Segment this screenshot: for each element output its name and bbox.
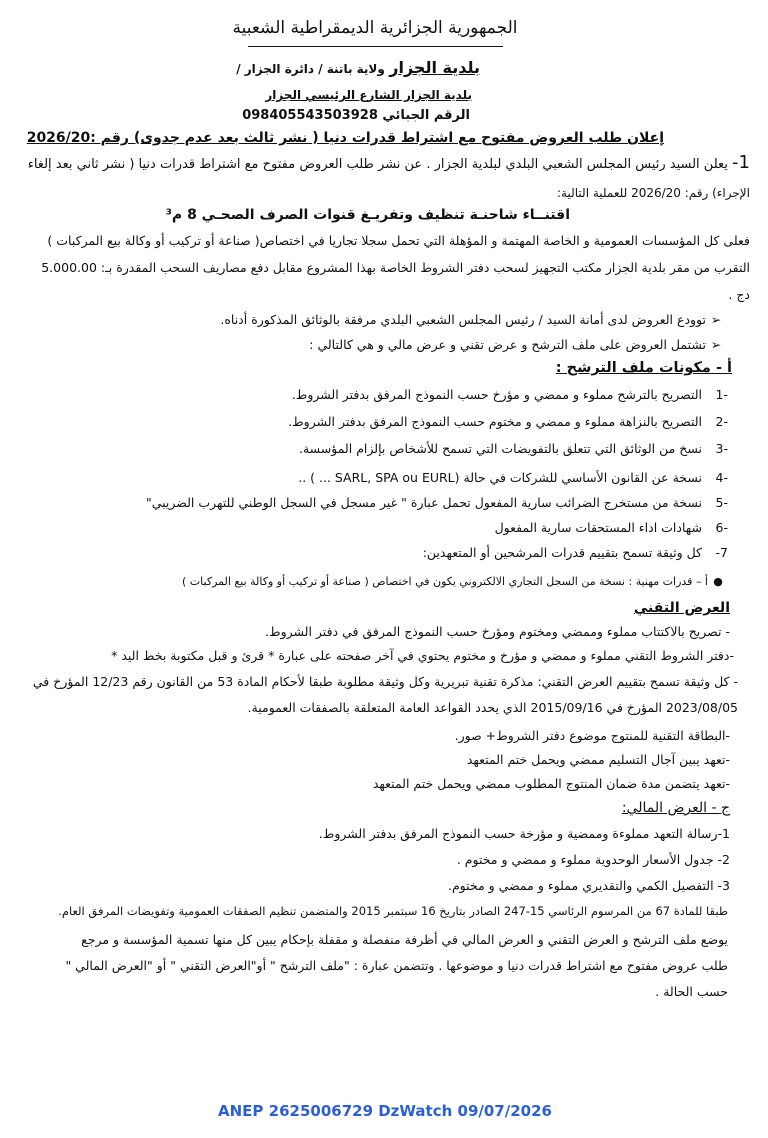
header-rule (248, 46, 503, 47)
candidature-item (298, 470, 728, 485)
announcement-title: إعلان طلب العروض مفتوح مع اشتراط قدرات دنيا ( نشر ثالث بعد عدم جدوى) رقم :2026/20 (26, 130, 664, 146)
candidature-item (288, 414, 728, 429)
item-text: كل وثيقة تسمح بتقييم قدرات المرشحين أو المتعهدين: (422, 545, 702, 560)
intro-line-2: الإجراء) رقم: 2026/20 للعملية التالية: (557, 186, 750, 200)
item-text: التصريح بالنزاهة مملوء و ممضي و مختوم حسب النموذج المرفق بدفتر الشروط. (288, 414, 702, 429)
intro-text: يعلن السيد رئيس المجلس الشعبي البلدي لبلدية الجزار . عن نشر طلب العروض مفتوح مع اشتراط قدرات دنيا ( نشر ثاني بعد إلغاء (27, 157, 728, 172)
bullet-text: توودع العروض لدى أمانة السيد / رئيس المجلس الشعبي البلدي مرفقة بالوثائق المذكورة أدناه. (220, 312, 706, 327)
candidature-heading: أ - مكونات ملف الترشح : (555, 360, 732, 376)
candidature-item (299, 441, 728, 456)
item-text: التصريح بالترشح مملوء و ممضي و مؤرخ حسب النموذج المرفق بدفتر الشروط. (291, 387, 702, 402)
technical-line: -تعهد يتضمن مدة ضمان المنتوج المطلوب ممضي ويحمل ختم المتعهد (372, 776, 730, 791)
intro-line-1 (28, 152, 750, 173)
financial-line: 1-رسالة التعهد مملوءة وممضية و مؤرخة حسب النموذج المرفق بدفتر الشروط. (318, 826, 730, 841)
bullet-text: تشتمل العروض على ملف الترشح و عرض تقني و عرض مالي و هي كالتالي : (309, 337, 706, 352)
intro-number: 1- (732, 152, 750, 173)
professional-capacity (182, 575, 728, 588)
bullet-contents (309, 337, 726, 352)
candidature-item (495, 520, 728, 535)
operation-title: اقتنــاء شاحنـة تنظيف وتفريـغ قنوات الصرف الصحـي 8 م³ (165, 207, 570, 223)
item-number: -2 (715, 414, 728, 429)
eligibility-line-3: دج . (728, 287, 750, 302)
anep-footer: ANEP 2625006729 DzWatch 09/07/2026 (218, 1102, 552, 1120)
item-text: شهادات اداء المستحقات سارية المفعول (494, 520, 702, 535)
eligibility-line-1: فعلى كل المؤسسات العمومية و الخاصة المهتمة و المؤهلة التي تحمل سجلا تجاريا في اختصاص( صناعة أو تركيب أو وكالة بيع المركبات ) (47, 233, 750, 248)
item-number: 7- (715, 545, 728, 560)
arrow-bullet-icon: ➢ (710, 337, 722, 352)
item-text: نسخ من الوثائق التي تتعلق بالتفويضات التي تسمح للأشخاص بإلزام المؤسسة. (298, 441, 702, 456)
technical-line: -دفتر الشروط التقني مملوء و ممضي و مؤرخ و مختوم يحتوي في آخر صفحته على عبارة * قرئ و قبل مكتوبة بخط اليد * (111, 648, 734, 663)
technical-line: - كل وثيقة تسمح بتقييم العرض التقني: مذكرة تقنية تبريرية وكل وثيقة مطلوبة طبقا لأحكام المادة 53 من القانون رقم 12/23 المؤرخ في (32, 674, 738, 689)
tax-id: الرقم الجبائي 098405543503928 (242, 108, 470, 123)
financial-heading: ج - العرض المالي: (621, 800, 730, 816)
item-number: -1 (715, 387, 728, 402)
item-text: نسخة من مستخرج الضرائب سارية المفعول تحمل عبارة " غير مسجل في السجل الوطني للتهرب الضريبي" (145, 495, 702, 510)
dot-bullet-icon: ● (713, 575, 723, 588)
arrow-bullet-icon: ➢ (710, 312, 722, 327)
eligibility-line-2: التقرب من مقر بلدية الجزار مكتب التجهيز لسحب دفتر الشروط الخاصة بهذا المشروع مقابل دفع مصاريف السحب المقدرة بـ: 5.000.00 (41, 260, 750, 275)
commune-line (236, 58, 480, 77)
item-number: -5 (715, 495, 728, 510)
republic-header: الجمهورية الجزائرية الديمقراطية الشعبية (232, 18, 518, 38)
candidature-item (292, 387, 728, 402)
bullet-deposit (220, 312, 726, 327)
candidature-item (146, 495, 728, 510)
sub-item-text: أ – قدرات مهنية : نسخة من السجل التجاري الالكتروني يكون في اختصاص ( صناعة أو تركيب أو وكالة بيع المركبات ) (182, 575, 708, 588)
item-number: -3 (715, 441, 728, 456)
address-line: بلدية الجزار الشارع الرئيسي الجزار (265, 88, 472, 102)
item-number: -6 (715, 520, 728, 535)
item-number: -4 (715, 470, 728, 485)
financial-line: 3- التفصيل الكمي والتقديري مملوء و ممضي و مختوم. (447, 878, 730, 893)
closing-line: يوضع ملف الترشح و العرض التقني و العرض المالي في أظرفة منفصلة و مقفلة بإحكام يبين كل منها تسمية المؤسسة و مرجع (81, 932, 728, 947)
closing-line: طلب عروض مفتوح مع اشتراط قدرات دنيا و موضوعها . وتتضمن عبارة : "ملف الترشح " أو"العرض التقني " أو "العرض المالي " (65, 958, 728, 973)
financial-line: 2- جدول الأسعار الوحدوية مملوء و ممضي و مختوم . (456, 852, 730, 867)
technical-line: -البطاقة التقنية للمنتوج موضوع دفتر الشروط+ صور. (454, 728, 730, 743)
technical-line: 2023/08/05 المؤرخ في 2015/09/16 الذي يحدد القواعد العامة المتعلقة بالصفقات العمومية. (247, 700, 738, 715)
technical-heading: العرض التقني (633, 600, 730, 616)
item-text: نسخة عن القانون الأساسي للشركات في حالة (SARL, SPA ou EURL ... ) .. (298, 470, 702, 485)
closing-line: حسب الحالة . (655, 984, 728, 999)
technical-line: - تصريح بالاكتتاب مملوء وممضي ومختوم ومؤرخ حسب النموذج المرفق في دفتر الشروط. (265, 624, 730, 639)
legal-reference: طبقا للمادة 67 من المرسوم الرئاسي 15-247 الصادر بتاريخ 16 سبتمبر 2015 والمتضمن تنظيم الصفقات العمومية وتفويضات المرفق العام. (58, 904, 728, 918)
commune-name: بلدية الجزار (389, 58, 480, 77)
wilaya-daira: ولاية باتنة / دائرة الجزار / (236, 62, 385, 76)
technical-line: -تعهد يبين آجال التسليم ممضي ويحمل ختم المتعهد (466, 752, 730, 767)
candidature-item (423, 545, 728, 560)
